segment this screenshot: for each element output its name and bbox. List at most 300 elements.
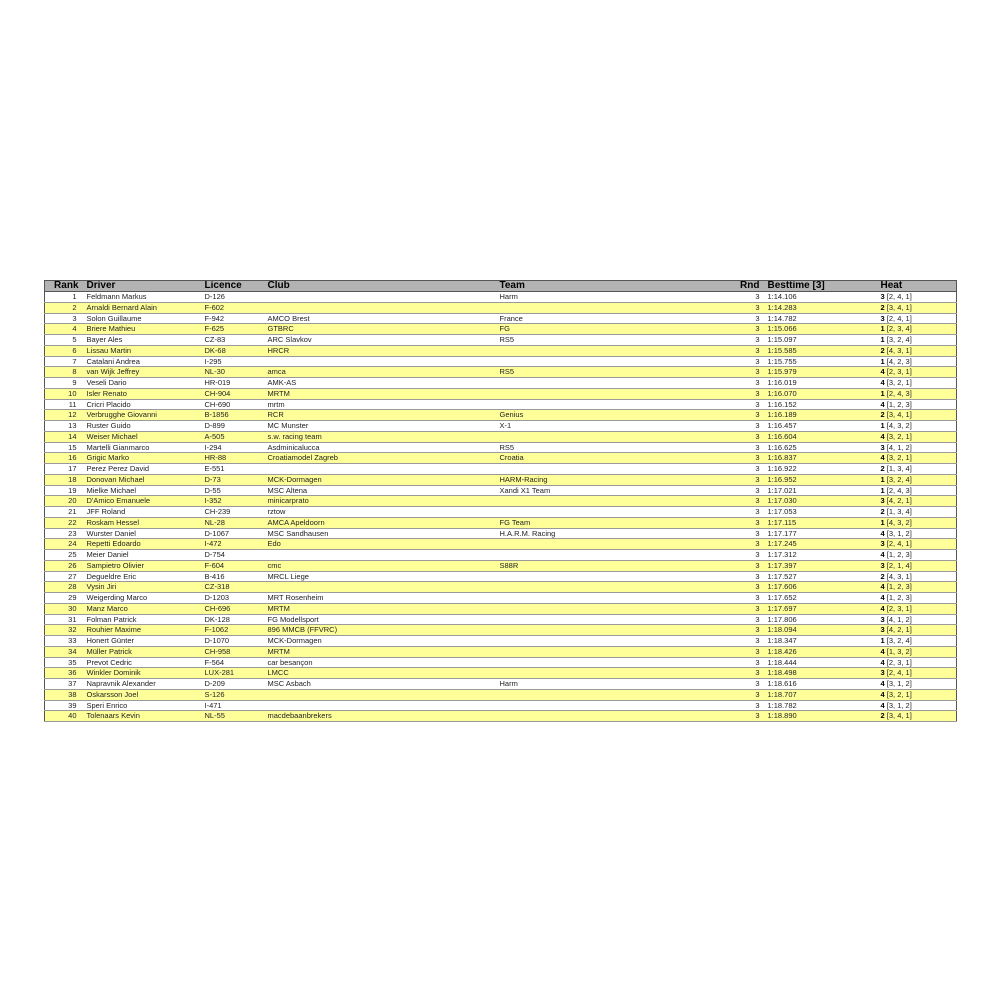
cell-heat <box>877 345 957 356</box>
cell-heat <box>877 410 957 421</box>
heat-number: 1 <box>880 485 885 495</box>
table-row <box>45 614 957 625</box>
heat-number: 4 <box>880 431 885 441</box>
cell-team <box>496 399 706 410</box>
table-row <box>45 313 957 324</box>
heat-number: 4 <box>880 367 885 377</box>
cell-licence: D-73 <box>201 474 264 485</box>
cell-driver: Cricri Placido <box>83 399 201 410</box>
cell-rank: 29 <box>45 593 83 604</box>
cell-besttime: 1:18.094 <box>764 625 877 636</box>
table-row <box>45 636 957 647</box>
heat-history: [3, 1, 2] <box>886 679 912 688</box>
heat-history: [1, 3, 4] <box>886 464 912 473</box>
cell-licence: F-604 <box>201 560 264 571</box>
heat-history: [2, 1, 4] <box>886 560 912 570</box>
heat-history: [2, 3, 1] <box>886 657 912 667</box>
heat-number: 4 <box>880 646 885 656</box>
table-row <box>45 679 957 690</box>
cell-club <box>264 582 496 593</box>
heat-history: [2, 4, 1] <box>886 313 912 323</box>
heat-number: 3 <box>880 539 885 549</box>
table-row <box>45 485 957 496</box>
cell-driver: Folman Patrick <box>83 614 201 625</box>
cell-team: S88R <box>496 560 706 571</box>
cell-besttime: 1:15.097 <box>764 335 877 346</box>
cell-team <box>496 302 706 313</box>
cell-licence: D-1203 <box>201 593 264 604</box>
cell-club: minicarprato <box>264 496 496 507</box>
cell-rnd: 3 <box>706 388 764 399</box>
cell-besttime: 1:14.782 <box>764 313 877 324</box>
cell-licence: D-899 <box>201 421 264 432</box>
heat-number: 4 <box>880 528 885 538</box>
cell-rnd: 3 <box>706 700 764 711</box>
cell-licence: CH-958 <box>201 646 264 657</box>
cell-rnd: 3 <box>706 324 764 335</box>
cell-club <box>264 356 496 367</box>
cell-team <box>496 539 706 550</box>
cell-team: Harm <box>496 679 706 690</box>
cell-licence: I-472 <box>201 539 264 550</box>
cell-driver: Weiser Michael <box>83 431 201 442</box>
table-row <box>45 335 957 346</box>
cell-rnd: 3 <box>706 528 764 539</box>
heat-number: 1 <box>880 335 885 344</box>
cell-rank: 18 <box>45 474 83 485</box>
cell-rank: 4 <box>45 324 83 335</box>
cell-rank: 37 <box>45 679 83 690</box>
heat-number: 4 <box>880 603 885 613</box>
col-header-team: Team <box>496 281 706 292</box>
cell-heat <box>877 378 957 389</box>
cell-rnd: 3 <box>706 550 764 561</box>
cell-rank: 40 <box>45 711 83 722</box>
cell-licence: D-55 <box>201 485 264 496</box>
table-row <box>45 388 957 399</box>
cell-besttime: 1:15.755 <box>764 356 877 367</box>
cell-besttime: 1:16.604 <box>764 431 877 442</box>
cell-besttime: 1:17.053 <box>764 507 877 518</box>
heat-number: 1 <box>880 324 885 334</box>
cell-club <box>264 689 496 700</box>
table-row <box>45 399 957 410</box>
cell-team <box>496 646 706 657</box>
heat-history: [1, 2, 3] <box>886 593 912 602</box>
cell-driver: JFF Roland <box>83 507 201 518</box>
cell-licence: CH-690 <box>201 399 264 410</box>
cell-team: FG <box>496 324 706 335</box>
cell-licence: HR-019 <box>201 378 264 389</box>
table-row <box>45 302 957 313</box>
cell-team <box>496 636 706 647</box>
heat-number: 2 <box>880 464 885 473</box>
cell-club <box>264 292 496 303</box>
cell-licence: D-209 <box>201 679 264 690</box>
heat-number: 4 <box>880 582 885 592</box>
cell-driver: Catalani Andrea <box>83 356 201 367</box>
heat-history: [1, 3, 2] <box>886 646 912 656</box>
cell-heat <box>877 399 957 410</box>
cell-driver: Speri Enrico <box>83 700 201 711</box>
heat-history: [4, 1, 2] <box>886 614 912 624</box>
table-row <box>45 646 957 657</box>
cell-rnd: 3 <box>706 485 764 496</box>
cell-club: macdebaanbrekers <box>264 711 496 722</box>
table-row <box>45 711 957 722</box>
cell-rank: 10 <box>45 388 83 399</box>
heat-history: [4, 1, 2] <box>886 442 912 452</box>
table-row <box>45 539 957 550</box>
cell-team <box>496 464 706 475</box>
cell-besttime: 1:17.177 <box>764 528 877 539</box>
cell-team <box>496 593 706 604</box>
cell-licence: LUX-281 <box>201 668 264 679</box>
cell-rnd: 3 <box>706 646 764 657</box>
cell-club <box>264 700 496 711</box>
cell-rnd: 3 <box>706 464 764 475</box>
cell-driver: Isler Renato <box>83 388 201 399</box>
cell-team <box>496 582 706 593</box>
cell-driver: Repetti Edoardo <box>83 539 201 550</box>
cell-driver: Müller Patrick <box>83 646 201 657</box>
heat-history: [3, 2, 1] <box>886 378 912 387</box>
heat-number: 1 <box>880 636 885 645</box>
cell-team <box>496 345 706 356</box>
cell-club: MCK-Dormagen <box>264 636 496 647</box>
heat-history: [2, 4, 1] <box>886 292 912 301</box>
cell-besttime: 1:18.426 <box>764 646 877 657</box>
cell-rank: 21 <box>45 507 83 518</box>
cell-rnd: 3 <box>706 356 764 367</box>
cell-club: MRTM <box>264 603 496 614</box>
cell-club: GTBRC <box>264 324 496 335</box>
cell-licence: NL-55 <box>201 711 264 722</box>
cell-club: Croatiamodel Zagreb <box>264 453 496 464</box>
cell-club: rztow <box>264 507 496 518</box>
cell-heat <box>877 593 957 604</box>
col-header-rnd: Rnd <box>706 281 764 292</box>
heat-number: 3 <box>880 668 885 678</box>
table-row <box>45 582 957 593</box>
cell-heat <box>877 356 957 367</box>
cell-team: RS5 <box>496 442 706 453</box>
cell-driver: Solon Guillaume <box>83 313 201 324</box>
cell-rnd: 3 <box>706 410 764 421</box>
heat-history: [4, 3, 2] <box>886 517 912 527</box>
heat-number: 2 <box>880 345 885 355</box>
cell-rank: 35 <box>45 657 83 668</box>
table-row <box>45 324 957 335</box>
cell-club: MRTM <box>264 646 496 657</box>
cell-club: s.w. racing team <box>264 431 496 442</box>
cell-driver: Martelli Gianmarco <box>83 442 201 453</box>
cell-club: MRT Rosenheim <box>264 593 496 604</box>
heat-history: [2, 4, 1] <box>886 668 912 678</box>
cell-licence: NL-28 <box>201 517 264 528</box>
heat-history: [4, 2, 1] <box>886 625 912 635</box>
col-header-rank: Rank <box>45 281 83 292</box>
heat-history: [2, 4, 3] <box>886 388 912 398</box>
cell-heat <box>877 657 957 668</box>
cell-rank: 26 <box>45 560 83 571</box>
cell-rank: 5 <box>45 335 83 346</box>
cell-club: AMCA Apeldoorn <box>264 517 496 528</box>
cell-rank: 6 <box>45 345 83 356</box>
cell-team: Xandi X1 Team <box>496 485 706 496</box>
cell-team: FG Team <box>496 517 706 528</box>
table-row <box>45 700 957 711</box>
cell-heat <box>877 302 957 313</box>
cell-rnd: 3 <box>706 292 764 303</box>
cell-driver: Verbrugghe Giovanni <box>83 410 201 421</box>
table-row <box>45 378 957 389</box>
heat-history: [3, 1, 2] <box>886 528 912 538</box>
cell-driver: Mielke Michael <box>83 485 201 496</box>
cell-club: Edo <box>264 539 496 550</box>
heat-number: 3 <box>880 614 885 624</box>
table-row <box>45 560 957 571</box>
heat-history: [1, 2, 3] <box>886 399 912 409</box>
cell-driver: Rouhier Maxime <box>83 625 201 636</box>
cell-club: ARC Slavkov <box>264 335 496 346</box>
cell-driver: Grigic Marko <box>83 453 201 464</box>
cell-rank: 14 <box>45 431 83 442</box>
cell-heat <box>877 517 957 528</box>
heat-history: [3, 2, 1] <box>886 431 912 441</box>
cell-besttime: 1:17.245 <box>764 539 877 550</box>
cell-heat <box>877 474 957 485</box>
cell-besttime: 1:16.922 <box>764 464 877 475</box>
table-row <box>45 496 957 507</box>
cell-heat <box>877 550 957 561</box>
heat-number: 4 <box>880 453 885 463</box>
heat-history: [4, 3, 1] <box>886 571 912 581</box>
cell-driver: Winkler Dominik <box>83 668 201 679</box>
cell-driver: Prevot Cedric <box>83 657 201 668</box>
cell-rank: 13 <box>45 421 83 432</box>
cell-besttime: 1:16.189 <box>764 410 877 421</box>
cell-driver: Arnaldi Bernard Alain <box>83 302 201 313</box>
table-row <box>45 410 957 421</box>
col-header-driver: Driver <box>83 281 201 292</box>
cell-licence: CH-696 <box>201 603 264 614</box>
cell-club: MCK-Dormagen <box>264 474 496 485</box>
table-row <box>45 356 957 367</box>
cell-rank: 39 <box>45 700 83 711</box>
cell-club <box>264 464 496 475</box>
cell-licence: F-1062 <box>201 625 264 636</box>
cell-besttime: 1:18.616 <box>764 679 877 690</box>
cell-club: MC Munster <box>264 421 496 432</box>
cell-licence: CH-239 <box>201 507 264 518</box>
cell-heat <box>877 700 957 711</box>
cell-rnd: 3 <box>706 517 764 528</box>
cell-driver: Manz Marco <box>83 603 201 614</box>
cell-licence: I-295 <box>201 356 264 367</box>
heat-number: 3 <box>880 560 885 570</box>
cell-rank: 16 <box>45 453 83 464</box>
cell-club <box>264 550 496 561</box>
cell-heat <box>877 431 957 442</box>
cell-heat <box>877 324 957 335</box>
heat-number: 4 <box>880 378 885 387</box>
cell-besttime: 1:16.152 <box>764 399 877 410</box>
heat-history: [3, 4, 1] <box>886 302 912 312</box>
heat-history: [2, 3, 4] <box>886 324 912 334</box>
cell-team <box>496 431 706 442</box>
table-row <box>45 657 957 668</box>
heat-number: 4 <box>880 657 885 667</box>
results-body <box>45 292 957 722</box>
table-row <box>45 550 957 561</box>
col-header-heat: Heat <box>877 281 957 292</box>
heat-number: 2 <box>880 711 885 721</box>
cell-heat <box>877 560 957 571</box>
cell-rnd: 3 <box>706 421 764 432</box>
cell-besttime: 1:16.019 <box>764 378 877 389</box>
cell-rank: 30 <box>45 603 83 614</box>
cell-driver: Degueldre Eric <box>83 571 201 582</box>
cell-besttime: 1:17.397 <box>764 560 877 571</box>
table-row <box>45 464 957 475</box>
cell-team <box>496 388 706 399</box>
cell-besttime: 1:16.837 <box>764 453 877 464</box>
cell-rank: 31 <box>45 614 83 625</box>
cell-besttime: 1:18.782 <box>764 700 877 711</box>
table-row <box>45 689 957 700</box>
cell-team: HARM-Racing <box>496 474 706 485</box>
cell-club: MSC Altena <box>264 485 496 496</box>
cell-licence: D-754 <box>201 550 264 561</box>
cell-rnd: 3 <box>706 689 764 700</box>
cell-heat <box>877 453 957 464</box>
cell-club: amca <box>264 367 496 378</box>
cell-licence: F-602 <box>201 302 264 313</box>
cell-team <box>496 625 706 636</box>
cell-team <box>496 571 706 582</box>
cell-licence: E-551 <box>201 464 264 475</box>
cell-rnd: 3 <box>706 302 764 313</box>
cell-club: Asdminicalucca <box>264 442 496 453</box>
cell-besttime: 1:14.283 <box>764 302 877 313</box>
results-table <box>44 280 957 722</box>
heat-number: 4 <box>880 689 885 699</box>
cell-club: FG Modellsport <box>264 614 496 625</box>
cell-rank: 23 <box>45 528 83 539</box>
heat-history: [4, 3, 2] <box>886 421 912 430</box>
cell-besttime: 1:17.021 <box>764 485 877 496</box>
cell-driver: Bayer Ales <box>83 335 201 346</box>
cell-licence: CZ-83 <box>201 335 264 346</box>
cell-team: Harm <box>496 292 706 303</box>
cell-besttime: 1:17.606 <box>764 582 877 593</box>
heat-number: 1 <box>880 421 885 430</box>
cell-licence: F-564 <box>201 657 264 668</box>
cell-club: RCR <box>264 410 496 421</box>
heat-history: [3, 4, 1] <box>886 410 912 420</box>
cell-team <box>496 711 706 722</box>
cell-driver: Lissau Martin <box>83 345 201 356</box>
cell-rnd: 3 <box>706 399 764 410</box>
heat-number: 2 <box>880 571 885 581</box>
cell-club: MRTM <box>264 388 496 399</box>
cell-driver: Roskam Hessel <box>83 517 201 528</box>
table-row <box>45 571 957 582</box>
cell-rnd: 3 <box>706 657 764 668</box>
cell-heat <box>877 485 957 496</box>
cell-rank: 34 <box>45 646 83 657</box>
table-row <box>45 442 957 453</box>
cell-besttime: 1:15.585 <box>764 345 877 356</box>
cell-team: Genius <box>496 410 706 421</box>
cell-besttime: 1:15.066 <box>764 324 877 335</box>
cell-heat <box>877 636 957 647</box>
cell-team: Croatia <box>496 453 706 464</box>
heat-number: 3 <box>880 313 885 323</box>
cell-rank: 20 <box>45 496 83 507</box>
heat-history: [3, 4, 1] <box>886 711 912 721</box>
cell-rnd: 3 <box>706 507 764 518</box>
cell-heat <box>877 421 957 432</box>
cell-rnd: 3 <box>706 335 764 346</box>
cell-besttime: 1:18.707 <box>764 689 877 700</box>
cell-team: France <box>496 313 706 324</box>
cell-rank: 7 <box>45 356 83 367</box>
cell-team <box>496 378 706 389</box>
table-row <box>45 517 957 528</box>
cell-driver: Briere Mathieu <box>83 324 201 335</box>
cell-club: MSC Sandhausen <box>264 528 496 539</box>
col-header-besttime: Besttime [3] <box>764 281 877 292</box>
cell-rank: 9 <box>45 378 83 389</box>
cell-rnd: 3 <box>706 496 764 507</box>
heat-number: 2 <box>880 302 885 312</box>
cell-heat <box>877 442 957 453</box>
cell-licence: B-416 <box>201 571 264 582</box>
heat-history: [3, 2, 4] <box>886 636 912 645</box>
cell-rnd: 3 <box>706 431 764 442</box>
table-row <box>45 453 957 464</box>
cell-rank: 8 <box>45 367 83 378</box>
cell-licence: A-505 <box>201 431 264 442</box>
cell-driver: Donovan Michael <box>83 474 201 485</box>
cell-driver: Sampietro Olivier <box>83 560 201 571</box>
cell-rank: 38 <box>45 689 83 700</box>
cell-team <box>496 496 706 507</box>
heat-history: [1, 3, 4] <box>886 507 912 516</box>
cell-rank: 17 <box>45 464 83 475</box>
cell-rank: 1 <box>45 292 83 303</box>
cell-licence: S-126 <box>201 689 264 700</box>
cell-besttime: 1:17.115 <box>764 517 877 528</box>
cell-rnd: 3 <box>706 367 764 378</box>
cell-driver: Veseli Dario <box>83 378 201 389</box>
header-row <box>45 281 957 292</box>
cell-team <box>496 550 706 561</box>
cell-licence: I-294 <box>201 442 264 453</box>
cell-club: mrtm <box>264 399 496 410</box>
cell-rank: 11 <box>45 399 83 410</box>
cell-rank: 19 <box>45 485 83 496</box>
cell-licence: DK-128 <box>201 614 264 625</box>
cell-driver: D'Amico Emanuele <box>83 496 201 507</box>
table-row <box>45 474 957 485</box>
cell-rank: 36 <box>45 668 83 679</box>
heat-history: [2, 3, 1] <box>886 367 912 377</box>
cell-heat <box>877 507 957 518</box>
heat-history: [4, 2, 3] <box>886 356 912 366</box>
